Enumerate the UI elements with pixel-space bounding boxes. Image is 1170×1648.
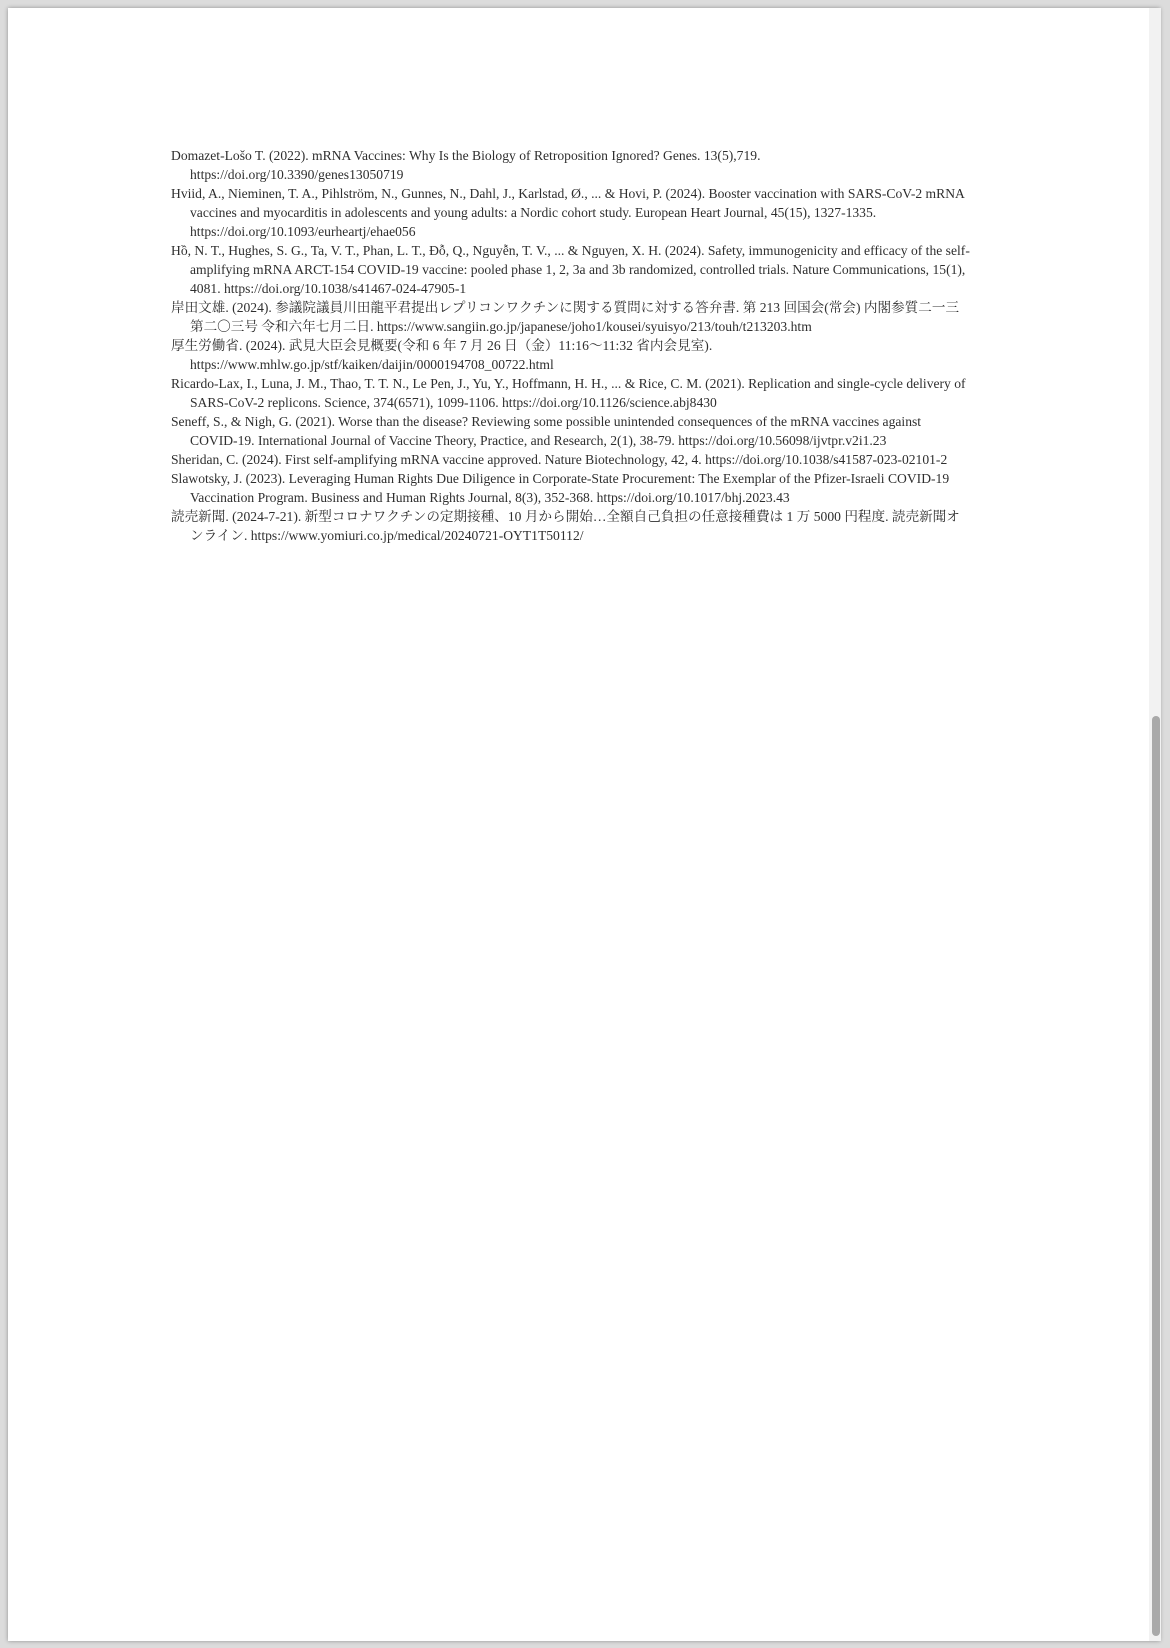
reference-item: 岸田文雄. (2024). 参議院議員川田龍平君提出レプリコンワクチンに関する質問に対する答弁書. 第 213 回国会(常会) 内閣参質二一三第二〇三号 令和六年七月二日. https://www.sangiin.go.jp/japanese/joho1/kousei/syuisyo/213/touh/t213203.htm bbox=[171, 300, 960, 334]
reference-item: Hồ, N. T., Hughes, S. G., Ta, V. T., Phan, L. T., Đỗ, Q., Nguyễn, T. V., ... & Nguyen, X. H. (2024). Safety, immunogenicity and efficacy of the self-amplifying mRNA ARCT-154 COVID-19 vaccine: pooled phase 1, 2, 3a and 3b randomized, controlled trials. Nature Communications, 15(1), 4081. https://doi.org/10.1038/s41467-024-47905-1 bbox=[171, 243, 970, 296]
reference-item: Ricardo-Lax, I., Luna, J. M., Thao, T. T. N., Le Pen, J., Yu, Y., Hoffmann, H. H., ... & Rice, C. M. (2021). Replication and single-cycle delivery of SARS-CoV-2 replicons. Science, 374(6571), 1099-1106. https://doi.org/10.1126/science.abj8430 bbox=[171, 376, 966, 410]
reference-item: Seneff, S., & Nigh, G. (2021). Worse than the disease? Reviewing some possible unintended consequences of the mRNA vaccines against COVID-19. International Journal of Vaccine Theory, Practice, and Research, 2(1), 38-79. https://doi.org/10.56098/ijvtpr.v2i1.23 bbox=[171, 414, 922, 448]
document-page bbox=[8, 8, 1160, 1641]
scrollbar-thumb[interactable] bbox=[1152, 716, 1160, 1636]
reference-item: Domazet-Lošo T. (2022). mRNA Vaccines: Why Is the Biology of Retroposition Ignored? Genes. 13(5),719. https://doi.org/10.3390/genes13050719 bbox=[171, 148, 761, 182]
reference-list bbox=[171, 146, 971, 545]
reference-item: Hviid, A., Nieminen, T. A., Pihlström, N., Gunnes, N., Dahl, J., Karlstad, Ø., ... & Hovi, P. (2024). Booster vaccination with SARS-CoV-2 mRNA vaccines and myocarditis in adolescents and young adults: a Nordic cohort study. European Heart Journal, 45(15), 1327-1335. https://doi.org/10.1093/eurheartj/ehae056 bbox=[171, 186, 965, 239]
reference-item: 読売新聞. (2024-7-21). 新型コロナワクチンの定期接種、10 月から開始…全額自己負担の任意接種費は 1 万 5000 円程度. 読売新聞オンライン. https://www.yomiuri.co.jp/medical/20240721-OYT1T50112/ bbox=[171, 509, 960, 543]
reference-item: 厚生労働省. (2024). 武見大臣会見概要(令和 6 年 7 月 26 日（金）11:16～11:32 省内会見室). https://www.mhlw.go.jp/stf/kaiken/daijin/0000194708_00722.html bbox=[171, 338, 713, 372]
reference-item: Sheridan, C. (2024). First self-amplifying mRNA vaccine approved. Nature Biotechnology, 42, 4. https://doi.org/10.1038/s41587-023-02101-2 bbox=[171, 452, 948, 467]
reference-item: Slawotsky, J. (2023). Leveraging Human Rights Due Diligence in Corporate-State Procurement: The Exemplar of the Pfizer-Israeli COVID-19 Vaccination Program. Business and Human Rights Journal, 8(3), 352-368. https://doi.org/10.1017/bhj.2023.43 bbox=[171, 471, 950, 505]
